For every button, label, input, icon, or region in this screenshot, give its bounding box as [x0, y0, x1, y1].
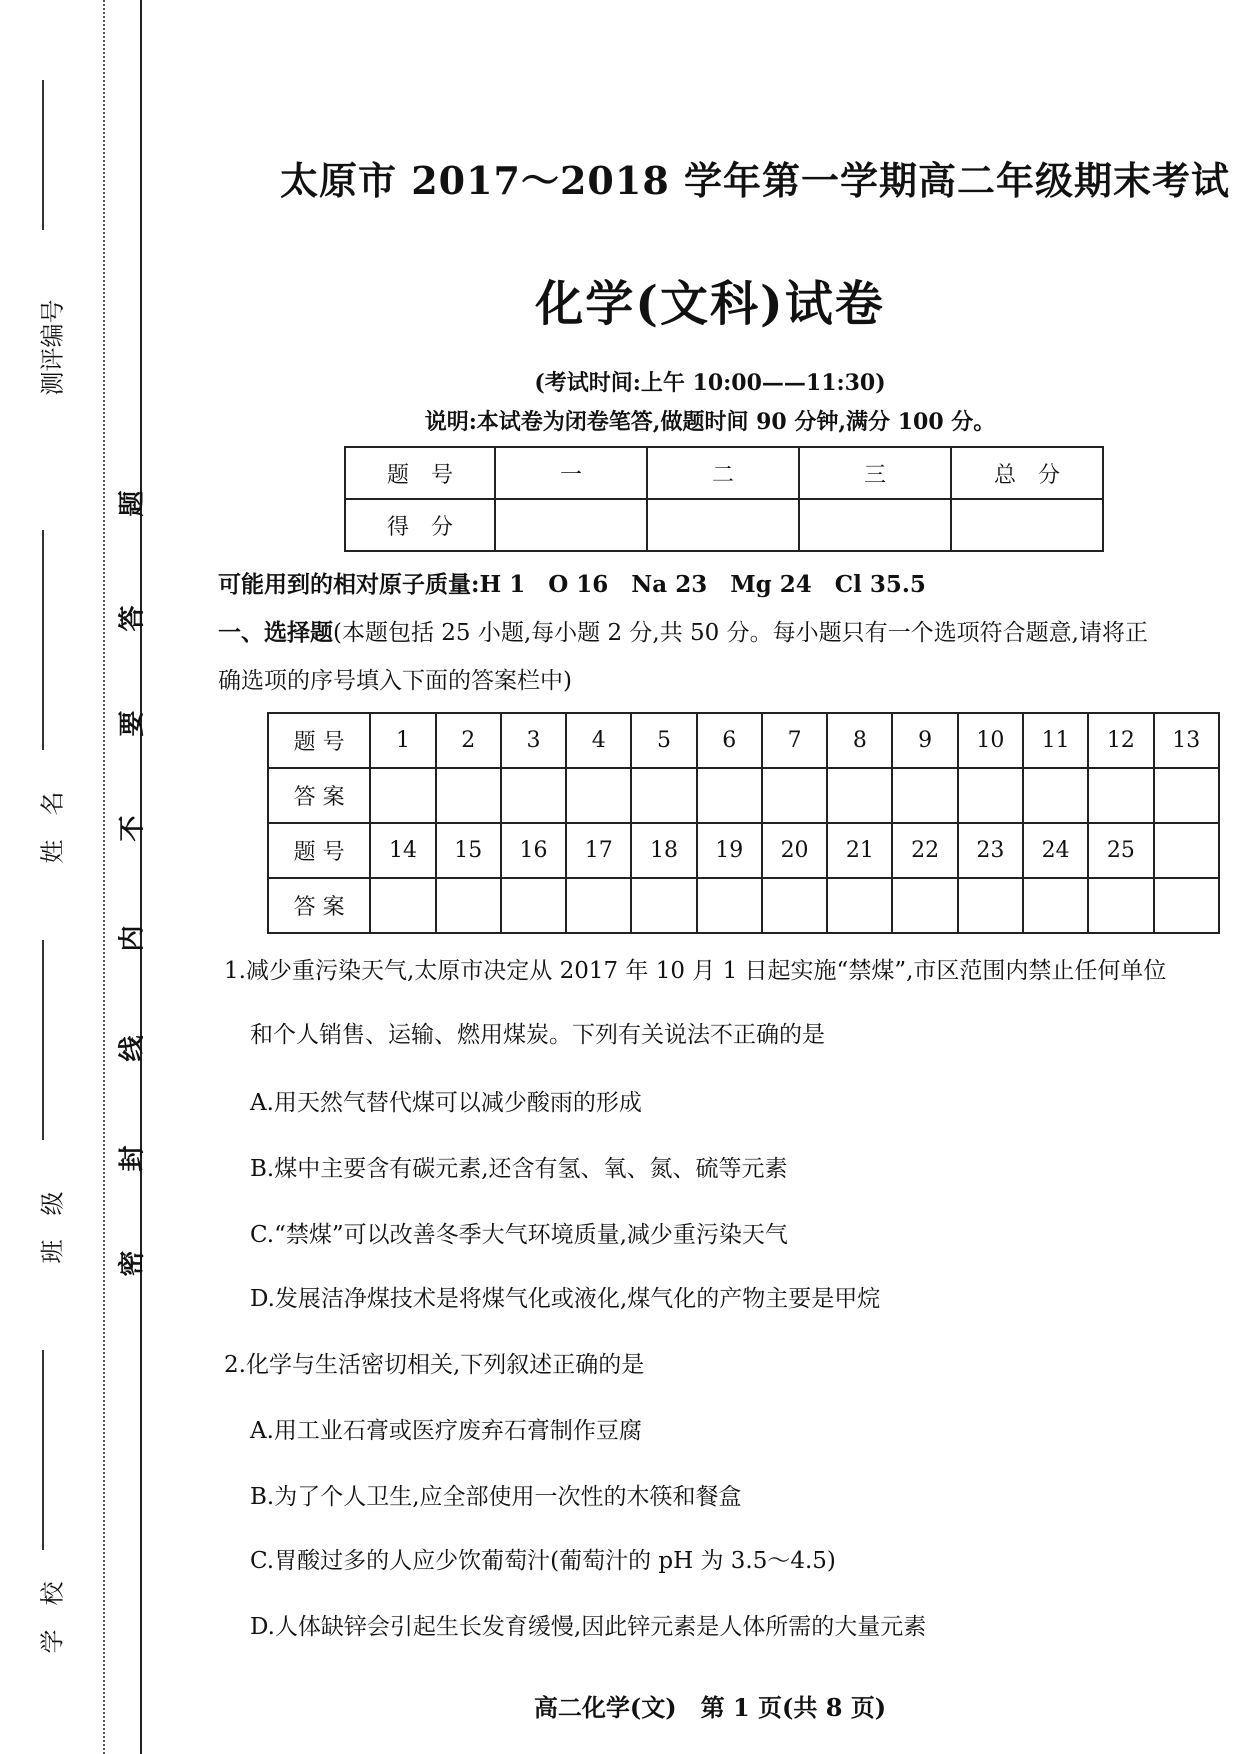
- seal-char: 题: [117, 490, 148, 517]
- question-number: 5: [631, 713, 696, 768]
- answer-header: 题 号: [268, 713, 370, 768]
- question-number: 9: [892, 713, 957, 768]
- score-cell[interactable]: [647, 499, 799, 551]
- page-footer: 高二化学(文) 第 1 页(共 8 页): [533, 1693, 887, 1722]
- question-number: 20: [762, 823, 827, 878]
- question-2-option-d: D.人体缺锌会引起生长发育缓慢,因此锌元素是人体所需的大量元素: [250, 1614, 927, 1640]
- question-1-option-a: A.用天然气替代煤可以减少酸雨的形成: [250, 1090, 642, 1116]
- seal-char: 答: [117, 605, 148, 632]
- answer-cell[interactable]: [762, 878, 827, 933]
- question-number: 15: [436, 823, 501, 878]
- exam-time: (考试时间:上午 10:00——11:30): [534, 370, 886, 396]
- answer-table-row: [268, 823, 1219, 878]
- blank-line: [42, 940, 44, 1140]
- question-1-stem: 1.减少重污染天气,太原市决定从 2017 年 10 月 1 日起实施“禁煤”,市区范围内禁止任何单位: [224, 958, 1167, 984]
- question-2-option-b: B.为了个人卫生,应全部使用一次性的木筷和餐盒: [250, 1484, 742, 1510]
- section-1-intro: [218, 614, 1148, 647]
- question-number: 14: [370, 823, 435, 878]
- score-col: 总 分: [951, 447, 1103, 499]
- subject-title: 化学(文科)试卷: [535, 276, 885, 332]
- score-col: 三: [799, 447, 951, 499]
- exam-instructions: 说明:本试卷为闭卷笔答,做题时间 90 分钟,满分 100 分。: [424, 409, 996, 435]
- question-1-option-b: B.煤中主要含有碳元素,还含有氢、氧、氮、硫等元素: [250, 1156, 788, 1182]
- question-2-stem: 2.化学与生活密切相关,下列叙述正确的是: [224, 1352, 645, 1378]
- answer-cell[interactable]: [631, 878, 696, 933]
- question-2-option-a: A.用工业石膏或医疗废弃石膏制作豆腐: [250, 1418, 642, 1444]
- question-number: 6: [697, 713, 762, 768]
- answer-cell[interactable]: [892, 878, 957, 933]
- seal-char: 不: [117, 815, 148, 842]
- answer-table-row: [268, 878, 1219, 933]
- blank-line: [42, 80, 44, 230]
- question-number: 7: [762, 713, 827, 768]
- answer-cell[interactable]: [1088, 878, 1153, 933]
- label-name: 姓 名: [38, 791, 67, 864]
- binding-rule: [140, 0, 142, 1754]
- question-number: 25: [1088, 823, 1153, 878]
- question-number: 12: [1088, 713, 1153, 768]
- exam-title: 太原市 2017～2018 学年第一学期高二年级期末考试: [280, 158, 1230, 203]
- seal-char: 封: [117, 1145, 148, 1172]
- score-col: 一: [495, 447, 647, 499]
- question-number: 1: [370, 713, 435, 768]
- answer-cell[interactable]: [827, 878, 892, 933]
- answer-table: [267, 712, 1220, 934]
- answer-cell[interactable]: [566, 768, 631, 823]
- question-number: 16: [501, 823, 566, 878]
- answer-cell[interactable]: [762, 768, 827, 823]
- seal-char: 要: [117, 710, 148, 737]
- score-row-label: 得 分: [345, 499, 495, 551]
- question-number: 19: [697, 823, 762, 878]
- answer-cell[interactable]: [1154, 878, 1219, 933]
- answer-cell[interactable]: [697, 768, 762, 823]
- answer-cell[interactable]: [958, 878, 1023, 933]
- answer-table-row: [268, 713, 1219, 768]
- question-number: 8: [827, 713, 892, 768]
- label-exam-number: 测评编号: [38, 299, 67, 396]
- answer-cell[interactable]: [436, 878, 501, 933]
- question-number: 2: [436, 713, 501, 768]
- seal-char: 线: [117, 1035, 148, 1062]
- answer-header: 答 案: [268, 768, 370, 823]
- answer-table-row: [268, 768, 1219, 823]
- question-number: 23: [958, 823, 1023, 878]
- label-school: 学 校: [38, 1581, 67, 1654]
- question-number: 17: [566, 823, 631, 878]
- section-1-desc: (本题包括 25 小题,每小题 2 分,共 50 分。每小题只有一个选项符合题意,请将正: [333, 620, 1148, 646]
- seal-dotted-line: [103, 0, 105, 1754]
- question-number: [1154, 823, 1219, 878]
- answer-cell[interactable]: [501, 768, 566, 823]
- question-number: 22: [892, 823, 957, 878]
- score-cell[interactable]: [495, 499, 647, 551]
- answer-cell[interactable]: [697, 878, 762, 933]
- question-1-stem-cont: 和个人销售、运输、燃用煤炭。下列有关说法不正确的是: [250, 1022, 825, 1048]
- question-number: 21: [827, 823, 892, 878]
- answer-cell[interactable]: [827, 768, 892, 823]
- score-row-label: 题 号: [345, 447, 495, 499]
- answer-cell[interactable]: [958, 768, 1023, 823]
- blank-line: [42, 530, 44, 750]
- answer-cell[interactable]: [566, 878, 631, 933]
- answer-cell[interactable]: [631, 768, 696, 823]
- question-number: 11: [1023, 713, 1088, 768]
- score-table: [344, 446, 1104, 552]
- score-cell[interactable]: [951, 499, 1103, 551]
- section-1-desc-2: 确选项的序号填入下面的答案栏中): [218, 668, 572, 694]
- answer-header: 题 号: [268, 823, 370, 878]
- question-number: 18: [631, 823, 696, 878]
- blank-line: [42, 1350, 44, 1550]
- question-number: 24: [1023, 823, 1088, 878]
- section-1-heading: 一、选择题: [218, 619, 333, 646]
- answer-cell[interactable]: [370, 768, 435, 823]
- answer-cell[interactable]: [501, 878, 566, 933]
- answer-header: 答 案: [268, 878, 370, 933]
- answer-cell[interactable]: [436, 768, 501, 823]
- question-1-option-c: C.“禁煤”可以改善冬季大气环境质量,减少重污染天气: [250, 1222, 788, 1248]
- seal-char: 密: [117, 1250, 148, 1277]
- answer-cell[interactable]: [892, 768, 957, 823]
- score-col: 二: [647, 447, 799, 499]
- answer-cell[interactable]: [1023, 768, 1088, 823]
- score-cell[interactable]: [799, 499, 951, 551]
- binding-margin: [0, 0, 150, 1754]
- answer-cell[interactable]: [1088, 768, 1153, 823]
- question-number: 10: [958, 713, 1023, 768]
- question-number: 3: [501, 713, 566, 768]
- question-2-option-c: C.胃酸过多的人应少饮葡萄汁(葡萄汁的 pH 为 3.5～4.5): [250, 1548, 836, 1574]
- atomic-mass-line: 可能用到的相对原子质量:H 1 O 16 Na 23 Mg 24 Cl 35.5: [218, 571, 926, 598]
- question-number: 13: [1154, 713, 1219, 768]
- seal-char: 内: [117, 925, 148, 952]
- answer-cell[interactable]: [370, 878, 435, 933]
- answer-cell[interactable]: [1023, 878, 1088, 933]
- question-1-option-d: D.发展洁净煤技术是将煤气化或液化,煤气化的产物主要是甲烷: [250, 1286, 881, 1312]
- label-class: 班 级: [38, 1191, 67, 1264]
- answer-cell[interactable]: [1154, 768, 1219, 823]
- question-number: 4: [566, 713, 631, 768]
